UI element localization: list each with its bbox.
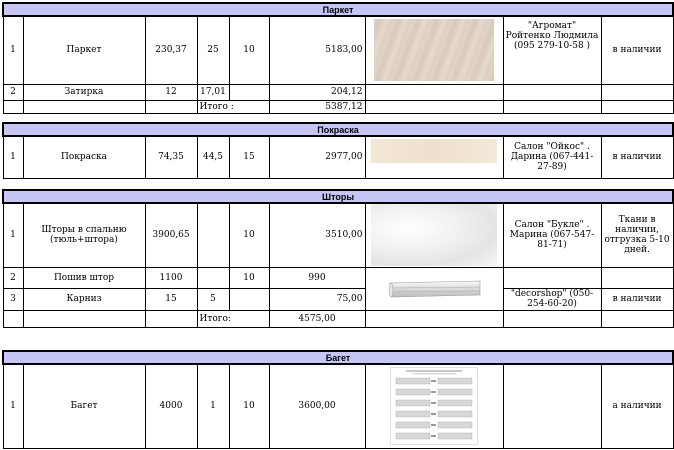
empty-cell: [601, 310, 673, 327]
table-row: [3, 203, 673, 267]
item-percent: [229, 84, 269, 100]
item-price: 4000: [145, 364, 197, 448]
empty-cell: [23, 310, 145, 327]
item-price: 3900,65: [145, 203, 197, 267]
curtains-section: [2, 189, 674, 328]
paint-sample-image: [371, 139, 497, 163]
item-name: Пошив штор: [23, 267, 145, 288]
empty-cell: [365, 100, 503, 113]
item-sum: 5183,00: [269, 16, 365, 84]
item-qty: 25: [197, 16, 229, 84]
item-price: 15: [145, 288, 197, 310]
table-row: [3, 267, 673, 288]
total-label: Итого :: [197, 100, 269, 113]
baget-catalog-image: [390, 367, 478, 445]
empty-cell: [503, 310, 601, 327]
item-qty: [197, 203, 229, 267]
item-percent: 10: [229, 267, 269, 288]
item-name: Покраска: [23, 136, 145, 178]
table-row: [3, 136, 673, 178]
item-percent: [229, 288, 269, 310]
table-row: [3, 364, 673, 448]
baget-section: [2, 350, 674, 449]
row-number: 2: [3, 84, 23, 100]
availability: в наличии: [601, 16, 673, 84]
section-title-parket: Паркет: [3, 3, 673, 16]
item-percent: 15: [229, 136, 269, 178]
empty-cell: [601, 100, 673, 113]
total-row: [3, 310, 673, 327]
total-value: 5387,12: [269, 100, 365, 113]
cornice-rail-image: [386, 279, 482, 299]
item-qty: 1: [197, 364, 229, 448]
empty-cell: [145, 100, 197, 113]
cornice-image-cell: [365, 267, 503, 310]
item-sum: 3510,00: [269, 203, 365, 267]
supplier: Салон "Ойкос" . Дарина (067-441-27-89): [503, 136, 601, 178]
parquet-image-cell: [365, 16, 503, 84]
item-qty: 44,5: [197, 136, 229, 178]
row-number: 1: [3, 203, 23, 267]
row-number: 3: [3, 288, 23, 310]
table-row: [3, 16, 673, 84]
section-title-paint: Покраска: [3, 123, 673, 136]
empty-cell: [365, 84, 503, 100]
table-row: [3, 84, 673, 100]
item-price: 12: [145, 84, 197, 100]
availability: Ткани в наличии, отгрузка 5-10 дней.: [601, 203, 673, 267]
total-row: [3, 100, 673, 113]
row-number: 2: [3, 267, 23, 288]
supplier: "Агромат" Ройтенко Людмила (095 279-10-58 ): [503, 16, 601, 84]
total-value: 4575,00: [269, 310, 365, 327]
empty-cell: [23, 100, 145, 113]
item-sum: 75,00: [269, 288, 365, 310]
supplier: "decorshop" (050-254-60-20): [503, 288, 601, 310]
empty-cell: [503, 267, 601, 288]
empty-cell: [145, 310, 197, 327]
baget-image-cell: [365, 364, 503, 448]
item-name: Багет: [23, 364, 145, 448]
parket-section: [2, 2, 674, 114]
item-sum: 2977,00: [269, 136, 365, 178]
curtain-fabric-image: [371, 204, 497, 266]
item-percent: 10: [229, 364, 269, 448]
item-percent: 10: [229, 203, 269, 267]
row-number: 1: [3, 364, 23, 448]
item-sum: 3600,00: [269, 364, 365, 448]
item-sum: 204,12: [269, 84, 365, 100]
item-name: Шторы в спальню (тюль+штора): [23, 203, 145, 267]
empty-cell: [503, 84, 601, 100]
curtain-image-cell: [365, 203, 503, 267]
item-name: Паркет: [23, 16, 145, 84]
availability: а наличии: [601, 364, 673, 448]
section-title-curtains: Шторы: [3, 190, 673, 203]
item-name: Карниз: [23, 288, 145, 310]
paint-image-cell: [365, 136, 503, 178]
item-qty: 5: [197, 288, 229, 310]
empty-cell: [601, 267, 673, 288]
table-row: [3, 288, 673, 310]
availability: в наличии: [601, 136, 673, 178]
item-name: Затирка: [23, 84, 145, 100]
empty-cell: [503, 364, 601, 448]
supplier: Салон "Букле" . Марина (067-547-81-71): [503, 203, 601, 267]
empty-cell: [3, 100, 23, 113]
empty-cell: [365, 310, 503, 327]
empty-cell: [503, 100, 601, 113]
row-number: 1: [3, 136, 23, 178]
row-number: 1: [3, 16, 23, 84]
parquet-wood-image: [374, 19, 494, 81]
item-qty: [197, 267, 229, 288]
empty-cell: [3, 310, 23, 327]
item-sum: 990: [269, 267, 365, 288]
item-price: 74,35: [145, 136, 197, 178]
empty-cell: [601, 84, 673, 100]
item-qty: 17,01: [197, 84, 229, 100]
section-title-baget: Багет: [3, 351, 673, 364]
item-percent: 10: [229, 16, 269, 84]
total-label: Итого:: [197, 310, 269, 327]
paint-section: [2, 122, 674, 179]
item-price: 1100: [145, 267, 197, 288]
availability: в наличии: [601, 288, 673, 310]
item-price: 230,37: [145, 16, 197, 84]
